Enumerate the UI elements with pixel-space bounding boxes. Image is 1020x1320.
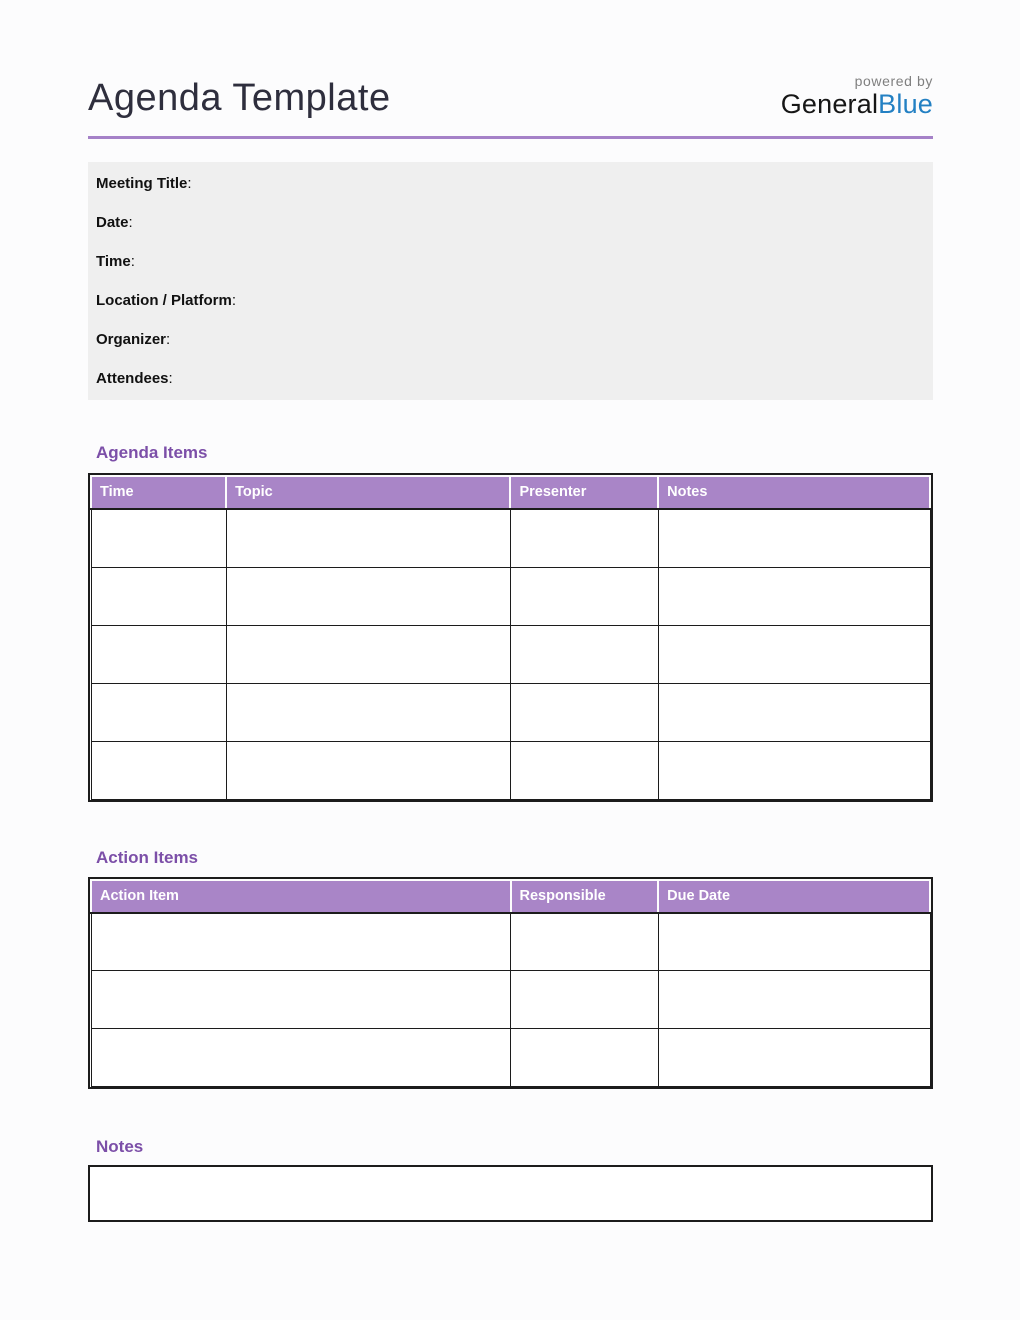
table-cell-topic [226,567,510,625]
brand-logo [781,74,933,120]
notes-box [88,1165,933,1222]
table-cell-due-date [658,913,930,971]
agenda-items-table-wrap [88,473,933,802]
table-cell-presenter [510,625,658,683]
action-items-table [90,879,931,1088]
column-header-notes: Notes [658,476,930,509]
action-items-heading: Action Items [96,847,199,867]
column-header-presenter: Presenter [510,476,658,509]
table-cell-notes [658,509,930,567]
info-field-label: Meeting Title [96,175,188,192]
table-row [91,1029,930,1087]
info-field-organizer [88,320,933,359]
table-cell-notes [658,741,930,799]
table-row [91,741,930,799]
agenda-items-heading: Agenda Items [96,443,208,462]
page-title: Agenda Template [88,77,391,119]
info-field-separator: : [187,175,192,192]
info-field-location-platform [88,281,933,320]
info-field-label: Organizer [96,331,167,348]
table-cell-time [91,741,226,799]
table-cell-responsible [511,971,659,1029]
table-cell-action-item [91,913,511,971]
column-header-time: Time [91,476,226,509]
table-cell-topic [226,683,510,741]
table-cell-presenter [510,741,658,799]
table-row [91,913,930,971]
info-field-label: Attendees [96,370,169,387]
table-cell-time [91,509,226,567]
table-row [91,683,930,741]
notes-heading: Notes [96,1137,144,1156]
info-field-attendees [88,359,933,398]
table-cell-due-date [658,971,930,1029]
powered-by-text: powered by [854,73,933,89]
table-row [91,625,930,683]
table-cell-action-item [91,1029,511,1087]
info-field-separator: : [166,331,171,348]
info-field-separator: : [231,292,237,309]
table-cell-time [91,625,226,683]
column-header-responsible: Responsible [511,880,659,913]
column-header-action-item: Action Item [91,880,511,913]
table-cell-topic [226,509,510,567]
action-items-table-wrap [88,877,933,1090]
brand-name [781,91,933,118]
table-cell-presenter [510,567,658,625]
table-cell-presenter [510,509,658,567]
info-field-time [88,242,933,281]
table-cell-responsible [511,913,659,971]
table-row [91,509,930,567]
agenda-items-table [90,475,931,800]
info-field-label: Location / Platform [96,292,232,309]
info-field-meeting-title [88,164,933,203]
table-row [91,567,930,625]
table-cell-notes [658,683,930,741]
table-row [91,971,930,1029]
table-cell-topic [226,741,510,799]
column-header-due-date: Due Date [658,880,930,913]
table-cell-time [91,567,226,625]
table-cell-notes [658,625,930,683]
info-field-separator: : [168,370,173,387]
page-header [88,0,933,139]
brand-general-text: General [780,89,879,119]
info-field-separator: : [130,253,135,270]
table-cell-due-date [658,1029,930,1087]
brand-blue-text: Blue [878,89,933,119]
column-header-topic: Topic [226,476,510,509]
table-cell-action-item [91,971,511,1029]
info-field-date [88,203,933,242]
table-cell-responsible [511,1029,659,1087]
table-cell-time [91,683,226,741]
meeting-info-box [88,162,933,400]
table-header-row [91,880,930,913]
table-cell-presenter [510,683,658,741]
table-header-row [91,476,930,509]
info-field-label: Date [96,214,129,231]
table-cell-topic [226,625,510,683]
info-field-separator: : [128,214,133,231]
table-cell-notes [658,567,930,625]
info-field-label: Time [96,253,131,270]
